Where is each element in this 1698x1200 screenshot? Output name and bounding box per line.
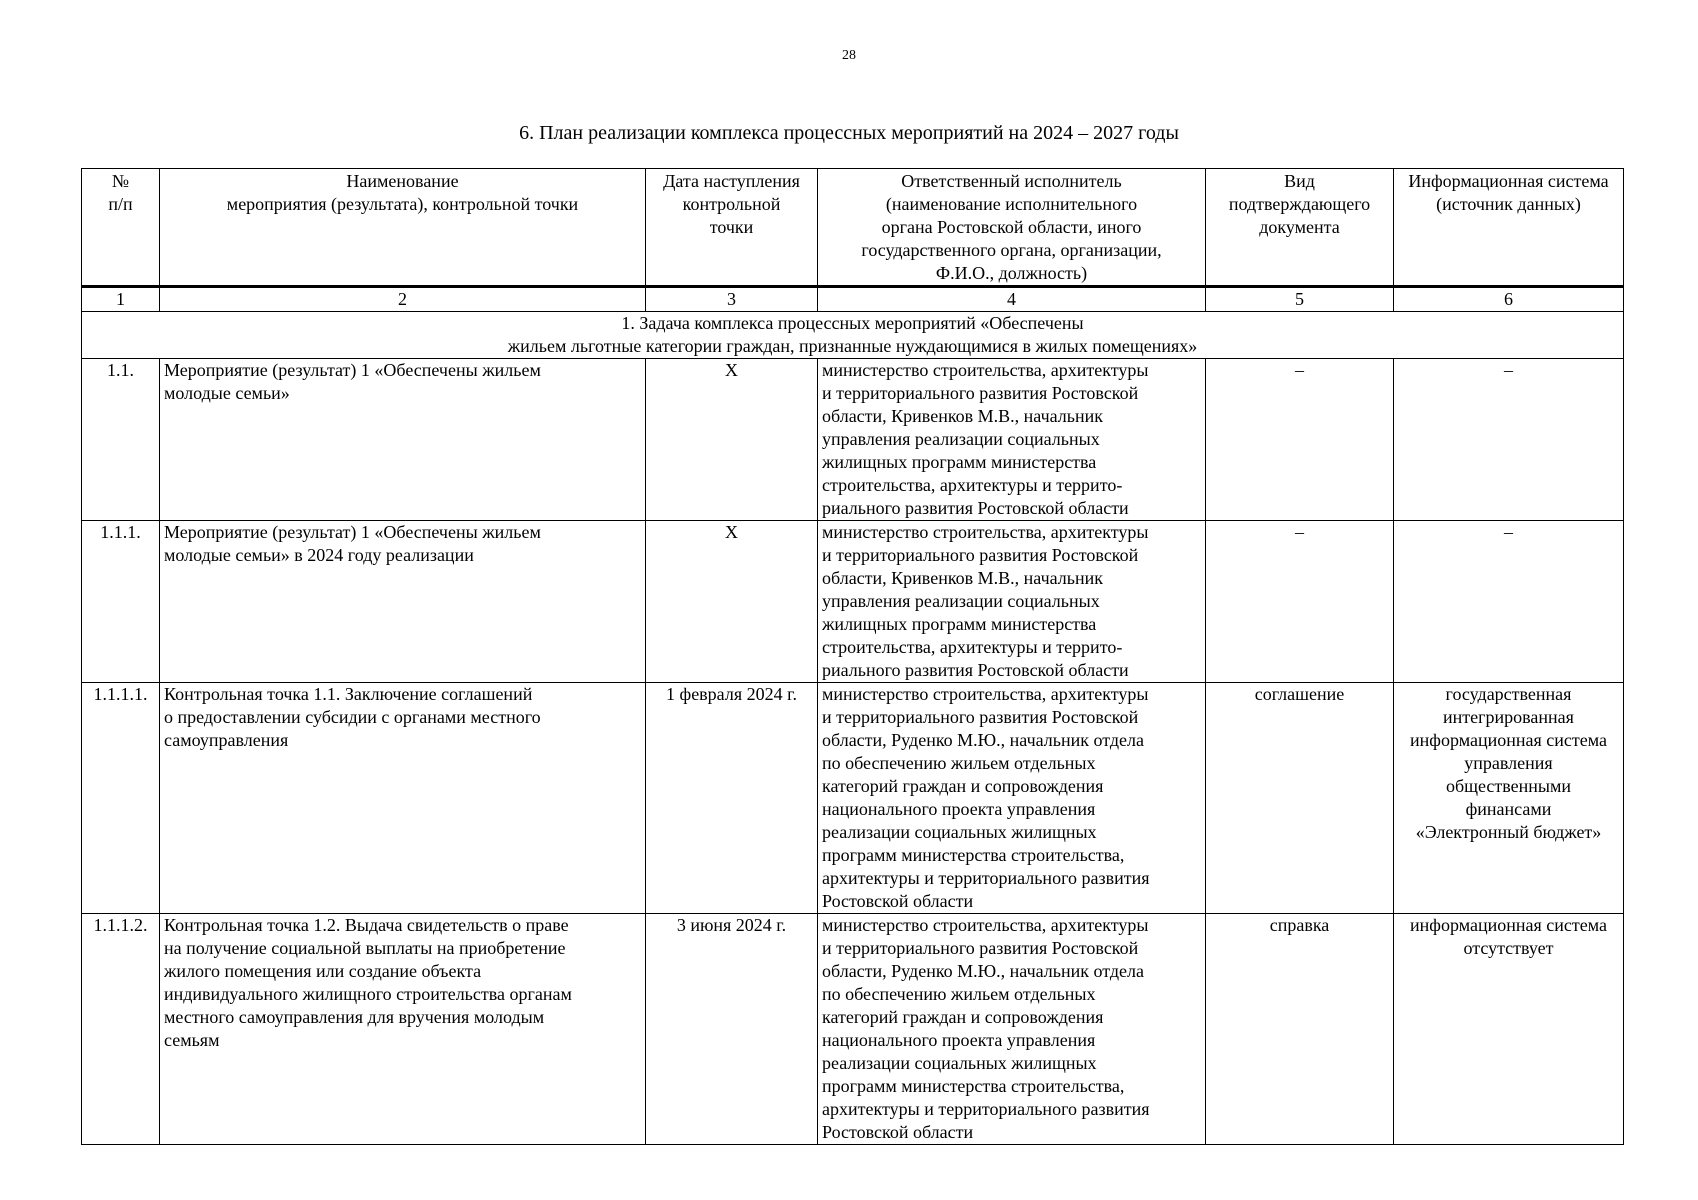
implementation-plan-table bbox=[81, 168, 1624, 1145]
header-number: № п/п bbox=[82, 169, 160, 287]
document-title: 6. План реализации комплекса процессных мероприятий на 2024 – 2027 годы bbox=[519, 122, 1179, 144]
row-document-type: – bbox=[1206, 521, 1394, 683]
row-info-system: информационная система отсутствует bbox=[1394, 914, 1624, 1145]
row-date: 3 июня 2024 г. bbox=[646, 914, 818, 1145]
table-row bbox=[82, 683, 1624, 914]
row-date: Х bbox=[646, 359, 818, 521]
row-info-system: – bbox=[1394, 359, 1624, 521]
row-responsible: министерство строительства, архитектуры и территориального развития Ростовской области, Кривенков М.В., начальник управления реализации социальных жилищных программ министерства строительства, архитектуры и террито- риального развития Ростовской области bbox=[818, 359, 1206, 521]
header-responsible: Ответственный исполнитель (наименование исполнительного органа Ростовской области, иного государственного органа, организации, Ф.И.О., должность) bbox=[818, 169, 1206, 287]
column-number-row bbox=[82, 287, 1624, 312]
section-row bbox=[82, 312, 1624, 359]
column-number: 1 bbox=[82, 287, 160, 312]
row-responsible: министерство строительства, архитектуры и территориального развития Ростовской области, Кривенков М.В., начальник управления реализации социальных жилищных программ министерства строительства, архитектуры и террито- риального развития Ростовской области bbox=[818, 521, 1206, 683]
row-document-type: соглашение bbox=[1206, 683, 1394, 914]
row-number: 1.1.1.1. bbox=[82, 683, 160, 914]
row-responsible: министерство строительства, архитектуры и территориального развития Ростовской области, Руденко М.Ю., начальник отдела по обеспечению жильем отдельных категорий граждан и сопровождения национального проекта управления реализации социальных жилищных программ министерства строительства, архитектуры и территориального развития Ростовской области bbox=[818, 914, 1206, 1145]
table-row bbox=[82, 914, 1624, 1145]
table-row bbox=[82, 521, 1624, 683]
row-name: Контрольная точка 1.1. Заключение соглашений о предоставлении субсидии с органами местного самоуправления bbox=[160, 683, 646, 914]
row-date: Х bbox=[646, 521, 818, 683]
row-info-system: государственная интегрированная информационная система управления общественными финансами «Электронный бюджет» bbox=[1394, 683, 1624, 914]
row-name: Контрольная точка 1.2. Выдача свидетельств о праве на получение социальной выплаты на приобретение жилого помещения или создание объекта индивидуального жилищного строительства органам местного самоуправления для вручения молодым семьям bbox=[160, 914, 646, 1145]
row-number: 1.1. bbox=[82, 359, 160, 521]
row-responsible: министерство строительства, архитектуры и территориального развития Ростовской области, Руденко М.Ю., начальник отдела по обеспечению жильем отдельных категорий граждан и сопровождения национального проекта управления реализации социальных жилищных программ министерства строительства, архитектуры и территориального развития Ростовской области bbox=[818, 683, 1206, 914]
header-info-system: Информационная система (источник данных) bbox=[1394, 169, 1624, 287]
table-row bbox=[82, 359, 1624, 521]
row-number: 1.1.1.2. bbox=[82, 914, 160, 1145]
header-name: Наименование мероприятия (результата), контрольной точки bbox=[160, 169, 646, 287]
row-document-type: справка bbox=[1206, 914, 1394, 1145]
row-document-type: – bbox=[1206, 359, 1394, 521]
row-name: Мероприятие (результат) 1 «Обеспечены жильем молодые семьи» bbox=[160, 359, 646, 521]
column-number: 2 bbox=[160, 287, 646, 312]
row-number: 1.1.1. bbox=[82, 521, 160, 683]
row-info-system: – bbox=[1394, 521, 1624, 683]
column-number: 4 bbox=[818, 287, 1206, 312]
column-number: 6 bbox=[1394, 287, 1624, 312]
row-date: 1 февраля 2024 г. bbox=[646, 683, 818, 914]
header-document-type: Вид подтверждающего документа bbox=[1206, 169, 1394, 287]
header-row bbox=[82, 169, 1624, 287]
column-number: 5 bbox=[1206, 287, 1394, 312]
section-title: 1. Задача комплекса процессных мероприятий «Обеспечены жильем льготные категории граждан, признанные нуждающимися в жилых помещениях» bbox=[82, 312, 1624, 359]
column-number: 3 bbox=[646, 287, 818, 312]
page-number: 28 bbox=[842, 48, 856, 63]
row-name: Мероприятие (результат) 1 «Обеспечены жильем молодые семьи» в 2024 году реализации bbox=[160, 521, 646, 683]
header-date: Дата наступления контрольной точки bbox=[646, 169, 818, 287]
